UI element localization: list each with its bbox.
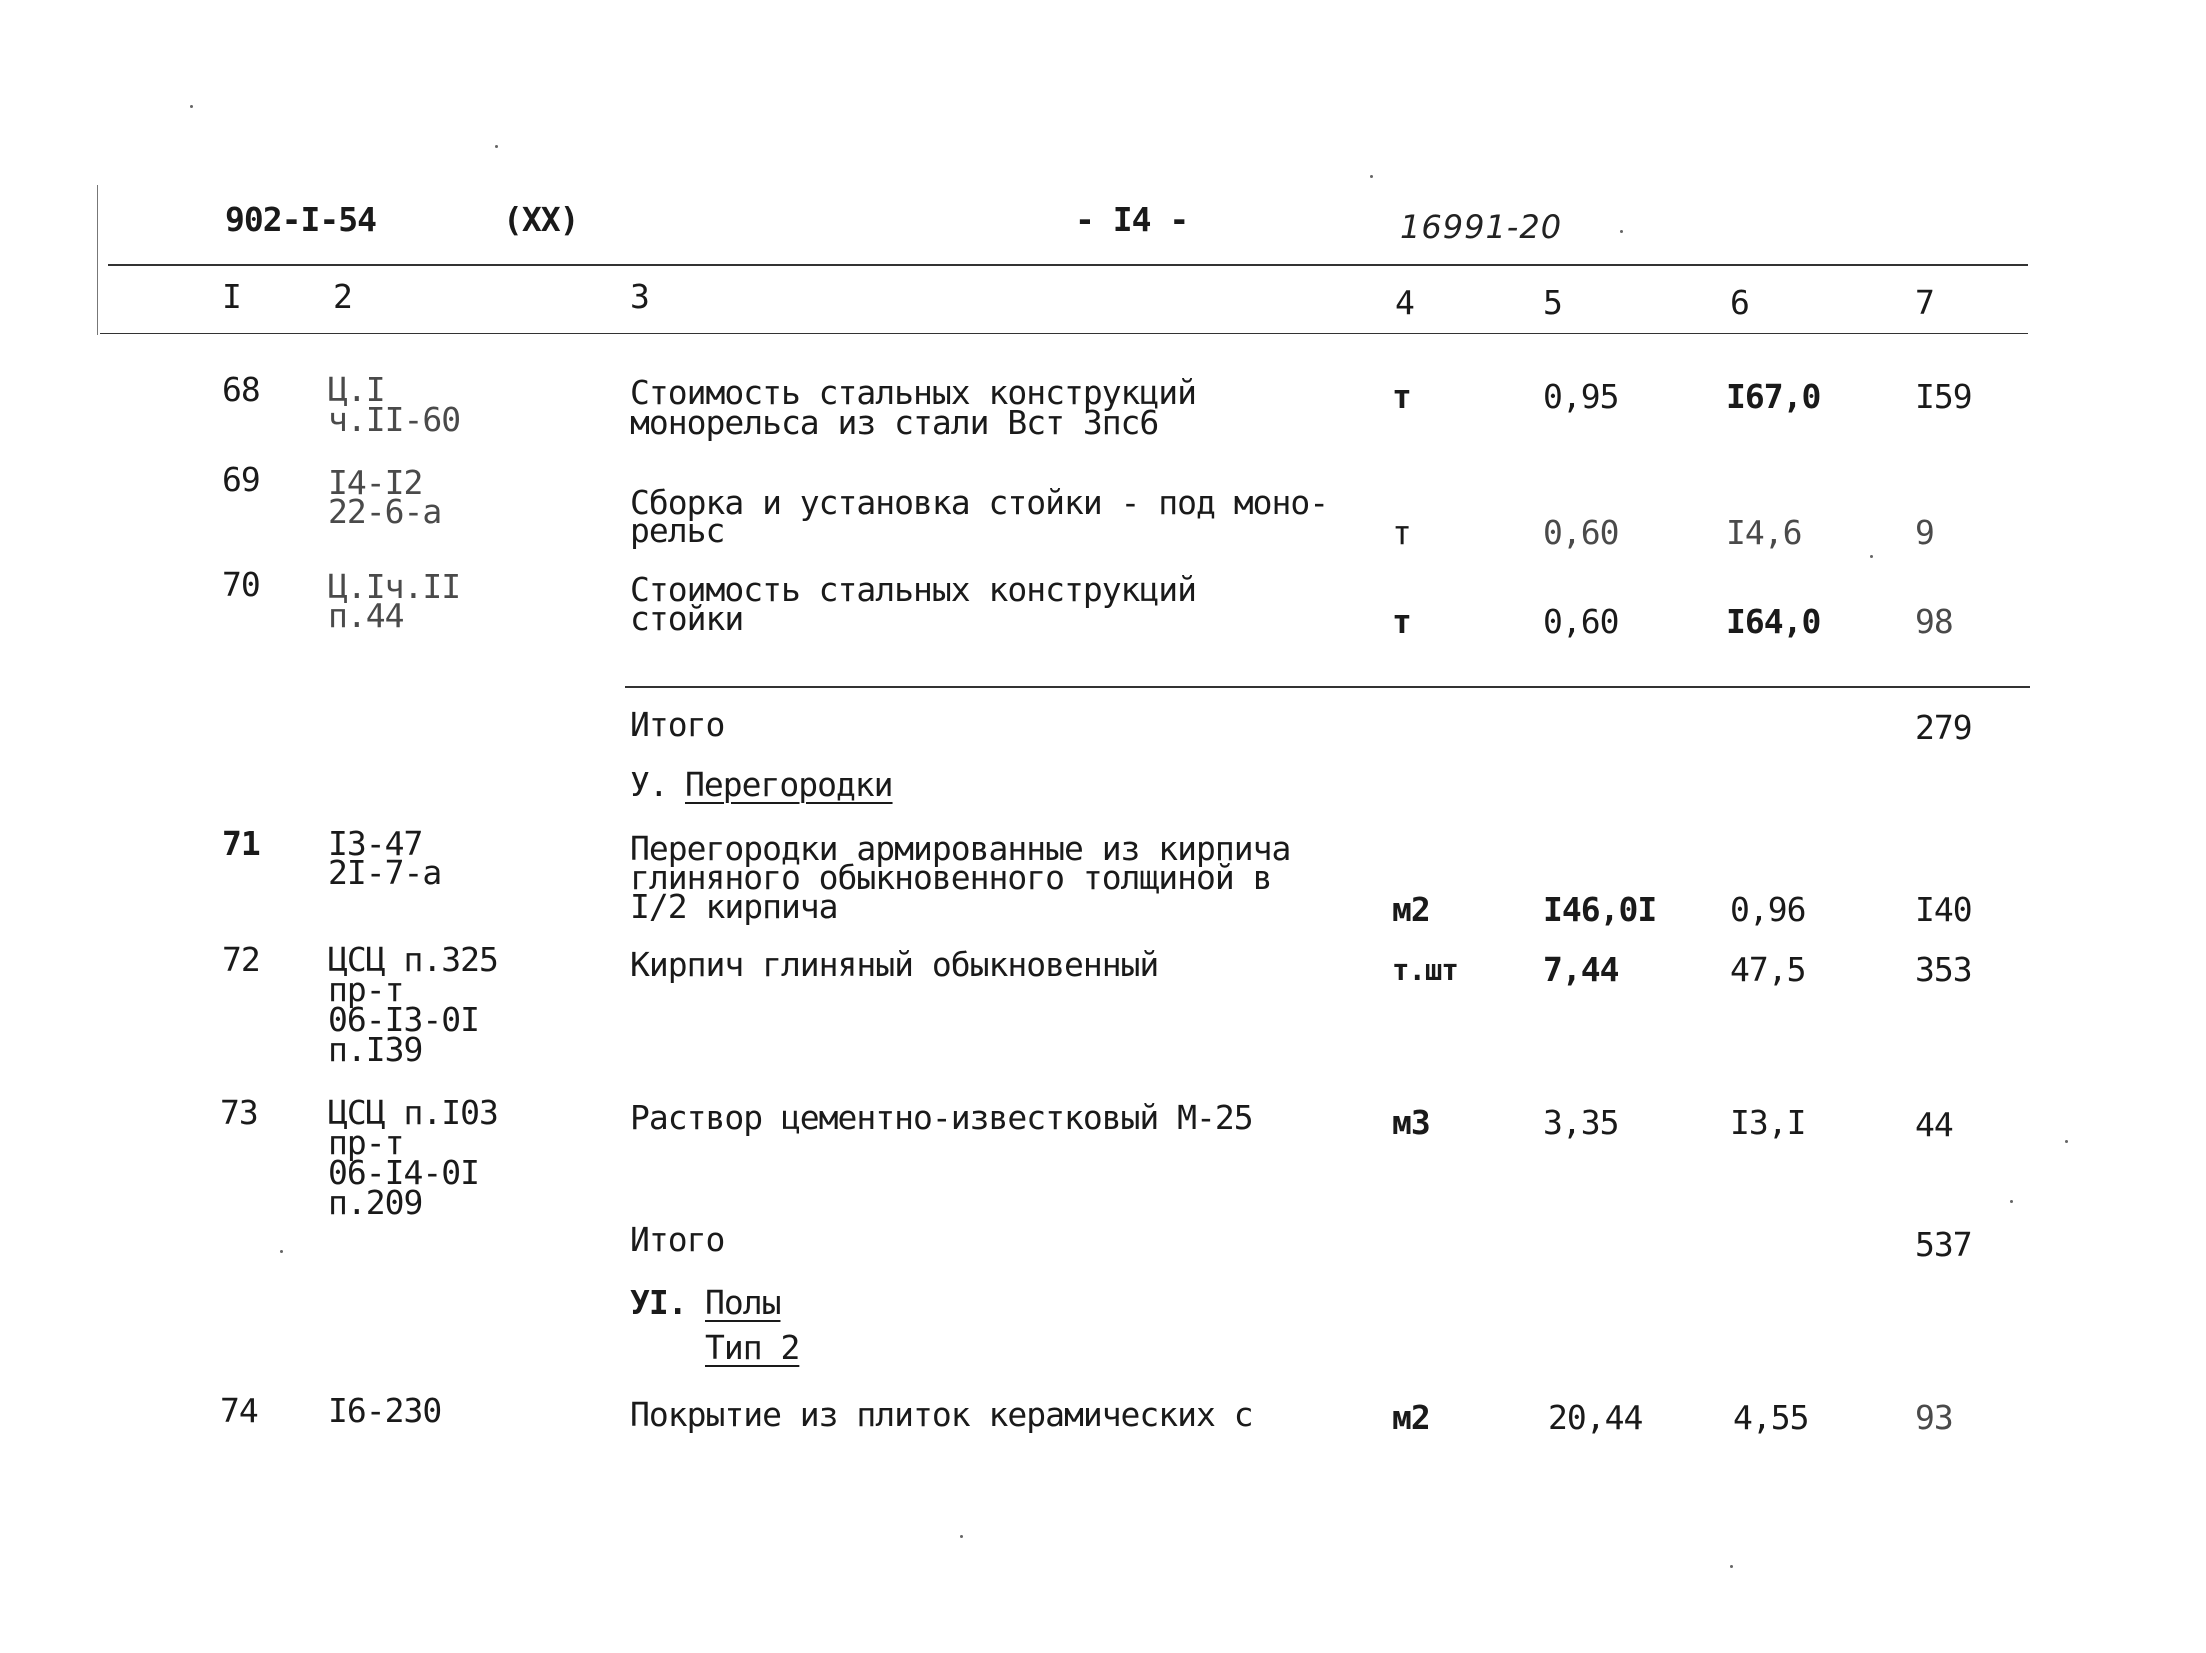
section-numeral: У. [630, 765, 668, 804]
column-header-1: I [222, 277, 241, 316]
row-total: 353 [1915, 950, 1972, 989]
row-number: 73 [220, 1093, 258, 1132]
row-total: I59 [1915, 377, 1972, 416]
row-description: Стоимость стальных конструкций [630, 373, 1197, 412]
column-header-5: 5 [1543, 283, 1562, 322]
row-price: I3,I [1730, 1103, 1806, 1142]
scan-speck [280, 1250, 283, 1253]
scan-speck [1870, 555, 1873, 558]
row-description: монорельса из стали Вст 3пс6 [630, 403, 1159, 442]
scan-speck [1370, 175, 1373, 178]
scan-speck [960, 1535, 963, 1538]
row-description: Покрытие из плиток керамических с [630, 1395, 1253, 1434]
scan-speck [190, 105, 193, 108]
row-unit: т.шт [1392, 953, 1458, 987]
row-number: 70 [222, 565, 260, 604]
row-number: 71 [222, 824, 260, 863]
row-price: I67,0 [1726, 377, 1821, 416]
row-description: Перегородки армированные из кирпича [630, 829, 1291, 868]
row-description: глиняного обыкновенного толщиной в [630, 858, 1272, 897]
column-header-6: 6 [1730, 283, 1749, 322]
row-reference: ч.II-60 [328, 400, 461, 439]
row-reference: I4-I2 [328, 463, 423, 502]
row-total: I40 [1915, 890, 1972, 929]
row-quantity: 0,60 [1543, 513, 1619, 552]
row-unit: т [1392, 377, 1411, 416]
row-quantity: 20,44 [1548, 1398, 1643, 1437]
row-total: 44 [1915, 1105, 1953, 1144]
row-reference: п.44 [328, 596, 404, 635]
column-header-3: 3 [630, 277, 649, 316]
row-reference: I6-230 [328, 1391, 442, 1430]
row-description: Кирпич глиняный обыкновенный [630, 945, 1159, 984]
row-quantity: 0,95 [1543, 377, 1619, 416]
row-quantity: 3,35 [1543, 1103, 1619, 1142]
column-header-4: 4 [1395, 283, 1414, 322]
row-total: 98 [1915, 602, 1953, 641]
row-reference: 22-6-а [328, 492, 442, 531]
header-bottom-rule [100, 333, 2028, 334]
scan-speck [2065, 1140, 2068, 1143]
row-unit: м2 [1392, 890, 1430, 929]
row-description: Сборка и установка стойки - под моно- [630, 483, 1329, 522]
row-reference: 2I-7-а [328, 853, 442, 892]
row-reference: ЦСЦ п.325 [328, 940, 498, 979]
section-title: Полы [705, 1283, 781, 1322]
row-unit: м2 [1392, 1398, 1430, 1437]
row-price: 4,55 [1733, 1398, 1809, 1437]
row-reference: Ц.I [328, 370, 385, 409]
scan-speck [2010, 1200, 2013, 1203]
row-unit: м3 [1392, 1103, 1430, 1142]
row-description: I/2 кирпича [630, 887, 838, 926]
subtotal-label: Итого [630, 705, 725, 744]
row-price: 47,5 [1730, 950, 1806, 989]
row-quantity: 7,44 [1543, 950, 1619, 989]
left-margin-line [97, 185, 98, 335]
row-description: рельс [630, 511, 725, 550]
subtotal-total: 537 [1915, 1225, 1972, 1264]
subtotal-label: Итого [630, 1220, 725, 1259]
doc-mark: (XX) [503, 200, 579, 239]
row-quantity: 0,60 [1543, 602, 1619, 641]
row-description: Стоимость стальных конструкций [630, 570, 1197, 609]
row-number: 69 [222, 460, 260, 499]
row-reference: 06-I3-0I [328, 1000, 479, 1039]
row-unit: т [1392, 513, 1411, 552]
handwritten-code: 16991-20 [1400, 208, 1563, 246]
subtotal-total: 279 [1915, 708, 1972, 747]
row-reference: Ц.Iч.II [328, 567, 461, 606]
header-top-rule [108, 264, 2028, 266]
row-reference: пр-т [328, 1123, 404, 1162]
row-total: 93 [1915, 1398, 1953, 1437]
row-reference: ЦСЦ п.I03 [328, 1093, 498, 1132]
row-description: стойки [630, 599, 744, 638]
row-reference: 06-I4-0I [328, 1153, 479, 1192]
row-reference: I3-47 [328, 824, 423, 863]
row-description: Раствор цементно-известковый М-25 [630, 1098, 1253, 1137]
scan-speck [1730, 1565, 1733, 1568]
doc-code: 902-I-54 [225, 200, 376, 239]
scan-speck [495, 145, 498, 148]
page-number: - I4 - [1075, 200, 1189, 239]
subtotal-rule [625, 686, 2030, 688]
section-title: Перегородки [685, 765, 893, 804]
row-reference: пр-т [328, 970, 404, 1009]
section-numeral: УI. [630, 1283, 687, 1322]
row-total: 9 [1915, 513, 1934, 552]
row-price: 0,96 [1730, 890, 1806, 929]
row-reference: п.209 [328, 1183, 423, 1222]
row-number: 72 [222, 940, 260, 979]
row-number: 68 [222, 370, 260, 409]
row-price: I64,0 [1726, 602, 1821, 641]
column-header-2: 2 [333, 277, 352, 316]
section-subtitle: Тип 2 [705, 1328, 800, 1367]
row-reference: п.I39 [328, 1030, 423, 1069]
scan-speck [1620, 230, 1623, 233]
row-price: I4,6 [1726, 513, 1802, 552]
row-number: 74 [220, 1391, 258, 1430]
row-quantity: I46,0I [1543, 890, 1657, 929]
column-header-7: 7 [1915, 283, 1934, 322]
row-unit: т [1392, 602, 1411, 641]
